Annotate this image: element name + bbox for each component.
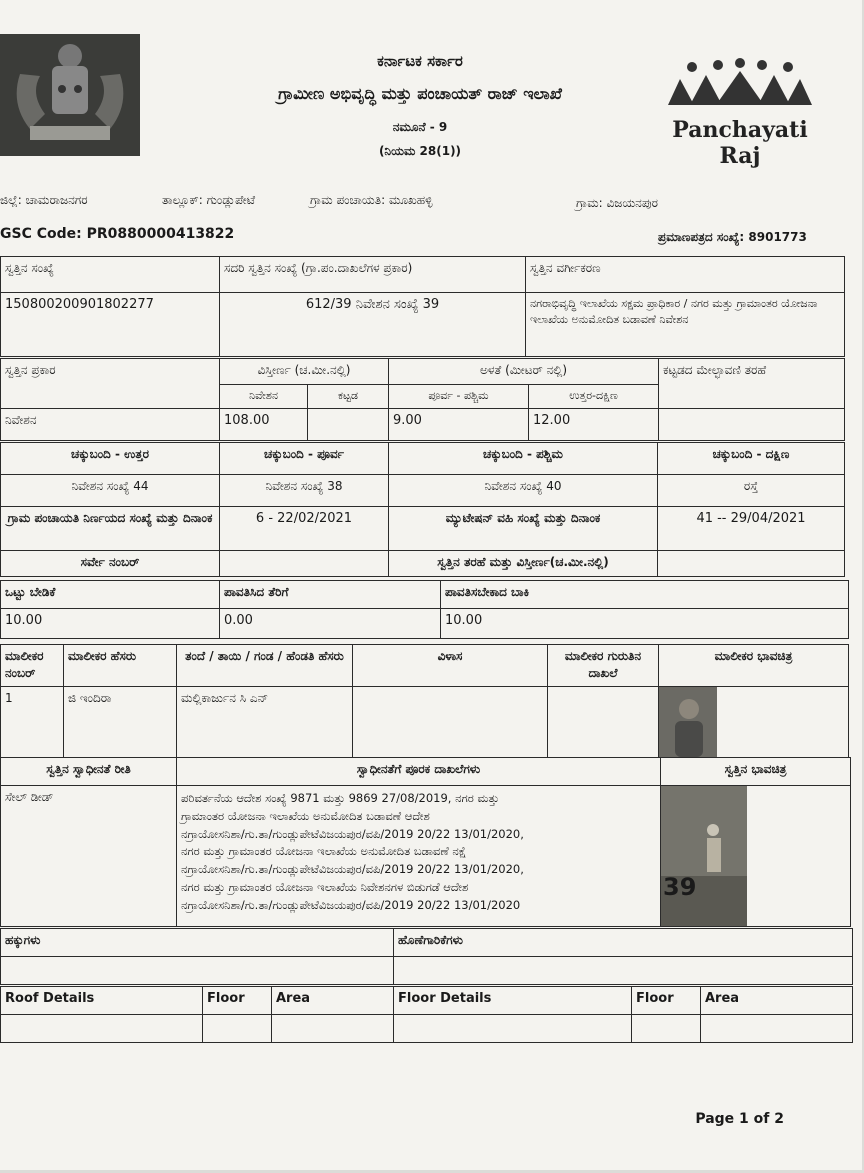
floor-details-header: Floor Details xyxy=(394,987,632,1015)
property-photo-mark: 39 xyxy=(663,873,697,901)
survey-number-value xyxy=(220,551,389,577)
panchayati-raj-wordmark: Panchayati Raj xyxy=(672,117,808,169)
doc-line: ನಗ್ರಾಯೋಸನಿಶಾ/ಗು.ತಾ/ಗುಂಡ್ಲುಪೇಟೆವಿಜಯಪುರ/ವಪಿ/2019 20/22 13/01/2020, xyxy=(181,862,524,877)
floor-area-header: Area xyxy=(701,987,853,1015)
south-boundary-label: ಚಕ್ಕುಬಂದಿ - ದಕ್ಷಿಣ xyxy=(658,443,845,475)
empty-cell xyxy=(272,1015,394,1043)
liabilities-value xyxy=(394,957,853,985)
rule-number: (ನಿಯಮ 28(1)) xyxy=(378,144,462,158)
property-photo-cell xyxy=(661,786,851,927)
north-south-value: 12.00 xyxy=(529,409,659,441)
east-west-label: ಪೂರ್ವ - ಪಶ್ಚಿಮ xyxy=(389,385,529,409)
nature-area-value xyxy=(658,551,845,577)
owner-address xyxy=(353,687,548,758)
property-photo-label: ಸ್ವತ್ತಿನ ಭಾವಚಿತ್ರ xyxy=(661,758,851,786)
doc-line: ನಗರ ಮತ್ತು ಗ್ರಾಮಾಂತರ ಯೋಜನಾ ಇಲಾಖೆಯ ನಿವೇಶನಗಳ ಬಿಡುಗಡೆ ಆದೇಶ xyxy=(181,880,469,895)
district-label: ಜಿಲ್ಲೆ: ಚಾಮರಾಜನಗರ xyxy=(0,193,88,207)
nature-area-label: ಸ್ವತ್ತಿನ ತರಹೆ ಮತ್ತು ವಿಸ್ತೀರ್ಣ(ಚ.ಮೀ.ನಲ್ಲಿ) xyxy=(389,551,658,577)
doc-line: ನಗರ ಮತ್ತು ಗ್ರಾಮಾಂತರ ಯೋಜನಾ ಇಲಾಖೆಯ ಅನುಮೋದಿತ ಬಡಾವಣೆ ನಕ್ಷೆ xyxy=(181,844,467,859)
total-demand: 10.00 xyxy=(1,609,220,639)
balance-due: 10.00 xyxy=(441,609,849,639)
supporting-docs xyxy=(177,786,661,927)
village-label: ಗ್ರಾಮ: ವಿಜಯನಪುರ xyxy=(576,196,658,210)
east-boundary-label: ಚಕ್ಕುಬಂದಿ - ಪೂರ್ವ xyxy=(220,443,389,475)
west-boundary-label: ಚಕ್ಕುಬಂದಿ - ಪಶ್ಚಿಮ xyxy=(389,443,658,475)
measurement-label: ಅಳತೆ (ಮೀಟರ್ ನಲ್ಲಿ) xyxy=(389,359,659,385)
karnataka-emblem-icon xyxy=(0,34,140,156)
property-class-label: ಸ್ವತ್ತಿನ ವರ್ಗೀಕರಣ xyxy=(526,257,845,293)
owner-number-label: ಮಾಲೀಕರ ನಂಬರ್ xyxy=(1,645,64,687)
doc-line: ನಗ್ರಾಯೋಸನಿಶಾ/ಗು.ತಾ/ಗುಂಡ್ಲುಪೇಟೆವಿಜಯಪುರ/ವಪಿ/2019 20/22 13/01/2020 xyxy=(181,897,521,912)
owner-address-label: ವಿಳಾಸ xyxy=(353,645,548,687)
floor-details-table xyxy=(0,986,853,1043)
department-title: ಗ್ರಾಮೀಣ ಅಭಿವೃದ್ಧಿ ಮತ್ತು ಪಂಚಾಯತ್ ರಾಜ್ ಇಲಾಖೆ xyxy=(278,84,562,103)
mutation-label: ಮ್ಯುಟೇಷನ್ ವಹಿ ಸಂಖ್ಯೆ ಮತ್ತು ದಿನಾಂಕ xyxy=(389,507,658,551)
roof-type-label: ಕಟ್ಟಡದ ಮೇಲ್ಛಾವಣಿ ತರಹೆ xyxy=(659,359,845,409)
owner-photo-label: ಮಾಲೀಕರ ಭಾವಚಿತ್ರ xyxy=(659,645,849,687)
north-boundary: ನಿವೇಶನ ಸಂಖ್ಯೆ 44 xyxy=(1,475,220,507)
tax-paid-label: ಪಾವತಿಸಿದ ತೆರಿಗೆ xyxy=(220,581,441,609)
site-area: 108.00 xyxy=(220,409,308,441)
property-type-label: ಸ್ವತ್ತಿನ ಪ್ರಕಾರ xyxy=(1,359,220,409)
survey-number-label: ಸರ್ವೇ ನಂಬರ್ xyxy=(1,551,220,577)
gram-panchayat-label: ಗ್ರಾಮ ಪಂಚಾಯತಿ: ಮೂಖಹಳ್ಳಿ xyxy=(310,193,433,207)
acquisition-table xyxy=(0,757,851,927)
owner-name: ಜಿ ಇಂದಿರಾ xyxy=(64,687,177,758)
dimensions-table xyxy=(0,358,845,441)
table-row xyxy=(1,687,849,758)
balance-label: ಪಾವತಿಸಬೇಕಾದ ಬಾಕಿ xyxy=(441,581,849,609)
site-label: ನಿವೇಶನ xyxy=(220,385,308,409)
tax-paid: 0.00 xyxy=(220,609,441,639)
owners-table xyxy=(0,644,849,758)
roof-type xyxy=(659,409,845,441)
liabilities-label: ಹೊಣೆಗಾರಿಕೆಗಳು xyxy=(394,929,853,957)
floor-floor-header: Floor xyxy=(632,987,701,1015)
owner-relation-label: ತಂದೆ / ತಾಯಿ / ಗಂಡ / ಹೆಂಡತಿ ಹೆಸರು xyxy=(177,645,353,687)
west-boundary: ನಿವೇಶನ ಸಂಖ್ಯೆ 40 xyxy=(389,475,658,507)
owner-photo-cell xyxy=(659,687,849,758)
rights-label: ಹಕ್ಕುಗಳು xyxy=(1,929,394,957)
gp-resolution-value: 6 - 22/02/2021 xyxy=(220,507,389,551)
owner-relation: ಮಲ್ಲಿಕಾರ್ಜುನ ಸಿ ಎನ್ xyxy=(177,687,353,758)
roof-floor-header: Floor xyxy=(203,987,272,1015)
roof-details-header: Roof Details xyxy=(1,987,203,1015)
gsc-code: GSC Code: PR0880000413822 xyxy=(0,226,235,242)
acquisition-method-label: ಸ್ವತ್ತಿನ ಸ್ವಾಧೀನತೆ ರೀತಿ xyxy=(1,758,177,786)
east-boundary: ನಿವೇಶನ ಸಂಖ್ಯೆ 38 xyxy=(220,475,389,507)
owner-number: 1 xyxy=(1,687,64,758)
building-area xyxy=(308,409,389,441)
east-west-value: 9.00 xyxy=(389,409,529,441)
north-boundary-label: ಚಕ್ಕುಬಂದಿ - ಉತ್ತರ xyxy=(1,443,220,475)
roof-area-header: Area xyxy=(272,987,394,1015)
empty-cell xyxy=(394,1015,632,1043)
government-title: ಕರ್ನಾಟಕ ಸರ್ಕಾರ xyxy=(377,52,463,70)
property-id-label: ಸ್ವತ್ತಿನ ಸಂಖ್ಯೆ xyxy=(1,257,220,293)
empty-cell xyxy=(1,1015,203,1043)
owner-id-label: ಮಾಲೀಕರ ಗುರುತಿನ ದಾಖಲೆ xyxy=(548,645,659,687)
empty-cell xyxy=(701,1015,853,1043)
acquisition-method: ಸೇಲ್ ಡೀಡ್ xyxy=(1,786,177,927)
north-south-label: ಉತ್ತರ-ದಕ್ಷಿಣ xyxy=(529,385,659,409)
tax-table xyxy=(0,580,849,639)
gp-resolution-label: ಗ್ರಾಮ ಪಂಚಾಯತಿ ನಿರ್ಣಯದ ಸಂಖ್ಯೆ ಮತ್ತು ದಿನಾಂಕ xyxy=(1,507,220,551)
property-local-number: 612/39 ನಿವೇಶನ ಸಂಖ್ಯೆ 39 xyxy=(220,293,526,357)
rights-value xyxy=(1,957,394,985)
page-number: Page 1 of 2 xyxy=(695,1111,784,1127)
doc-line: ನಗ್ರಾಯೋಸನಿಶಾ/ಗು.ತಾ/ಗುಂಡ್ಲುಪೇಟೆವಿಜಯಪುರ/ವಪಿ/2019 20/22 13/01/2020, xyxy=(181,826,524,841)
property-photo xyxy=(661,786,747,926)
taluk-label: ತಾಲ್ಲೂಕ್: ಗುಂಡ್ಲುಪೇಟೆ xyxy=(162,193,256,207)
owner-name-label: ಮಾಲೀಕರ ಹೆಸರು xyxy=(64,645,177,687)
mutation-value: 41 -- 29/04/2021 xyxy=(658,507,845,551)
doc-line: ಪರಿವರ್ತನೆಯ ಆದೇಶ ಸಂಖ್ಯೆ 9871 ಮತ್ತು 9869 27/08/2019, ನಗರ ಮತ್ತು xyxy=(181,791,500,805)
property-type: ನಿವೇಶನ xyxy=(1,409,220,441)
boundaries-table xyxy=(0,442,845,577)
property-id: 150800200901802277 xyxy=(1,293,220,357)
south-boundary: ರಸ್ತೆ xyxy=(658,475,845,507)
empty-cell xyxy=(203,1015,272,1043)
total-demand-label: ಒಟ್ಟು ಬೇಡಿಕೆ xyxy=(1,581,220,609)
property-classification: ನಗರಾಭಿವೃದ್ಧಿ ಇಲಾಖೆಯ ಸಕ್ಷಮ ಪ್ರಾಧಿಕಾರ / ನಗರ ಮತ್ತು ಗ್ರಾಮಾಂತರ ಯೋಜನಾ ಇಲಾಖೆಯ ಅನುಮೋದಿತ ಬಡಾವಣೆ ನಿವೇಶನ xyxy=(526,293,845,357)
certificate-number: ಪ್ರಮಾಣಪತ್ರದ ಸಂಖ್ಯೆ: 8901773 xyxy=(658,230,807,244)
owner-photo xyxy=(659,687,717,757)
area-label: ವಿಸ್ತೀರ್ಣ (ಚ.ಮೀ.ನಲ್ಲಿ) xyxy=(220,359,389,385)
rights-table xyxy=(0,928,853,985)
supporting-docs-label: ಸ್ವಾಧೀನತೆಗೆ ಪೂರಕ ದಾಖಲೆಗಳು xyxy=(177,758,661,786)
empty-cell xyxy=(632,1015,701,1043)
form-number: ನಮೂನೆ - 9 xyxy=(392,120,448,134)
property-local-label: ಸದರಿ ಸ್ವತ್ತಿನ ಸಂಖ್ಯೆ (ಗ್ರಾ.ಪಂ.ದಾಖಲೆಗಳ ಪ್ರಕಾರ) xyxy=(220,257,526,293)
owner-id-document xyxy=(548,687,659,758)
building-label: ಕಟ್ಟಡ xyxy=(308,385,389,409)
property-table xyxy=(0,256,845,357)
doc-line: ಗ್ರಾಮಾಂತರ ಯೋಜನಾ ಇಲಾಖೆಯ ಅನುಮೋದಿತ ಬಡಾವಣೆ ಆದೇಶ xyxy=(181,808,430,823)
